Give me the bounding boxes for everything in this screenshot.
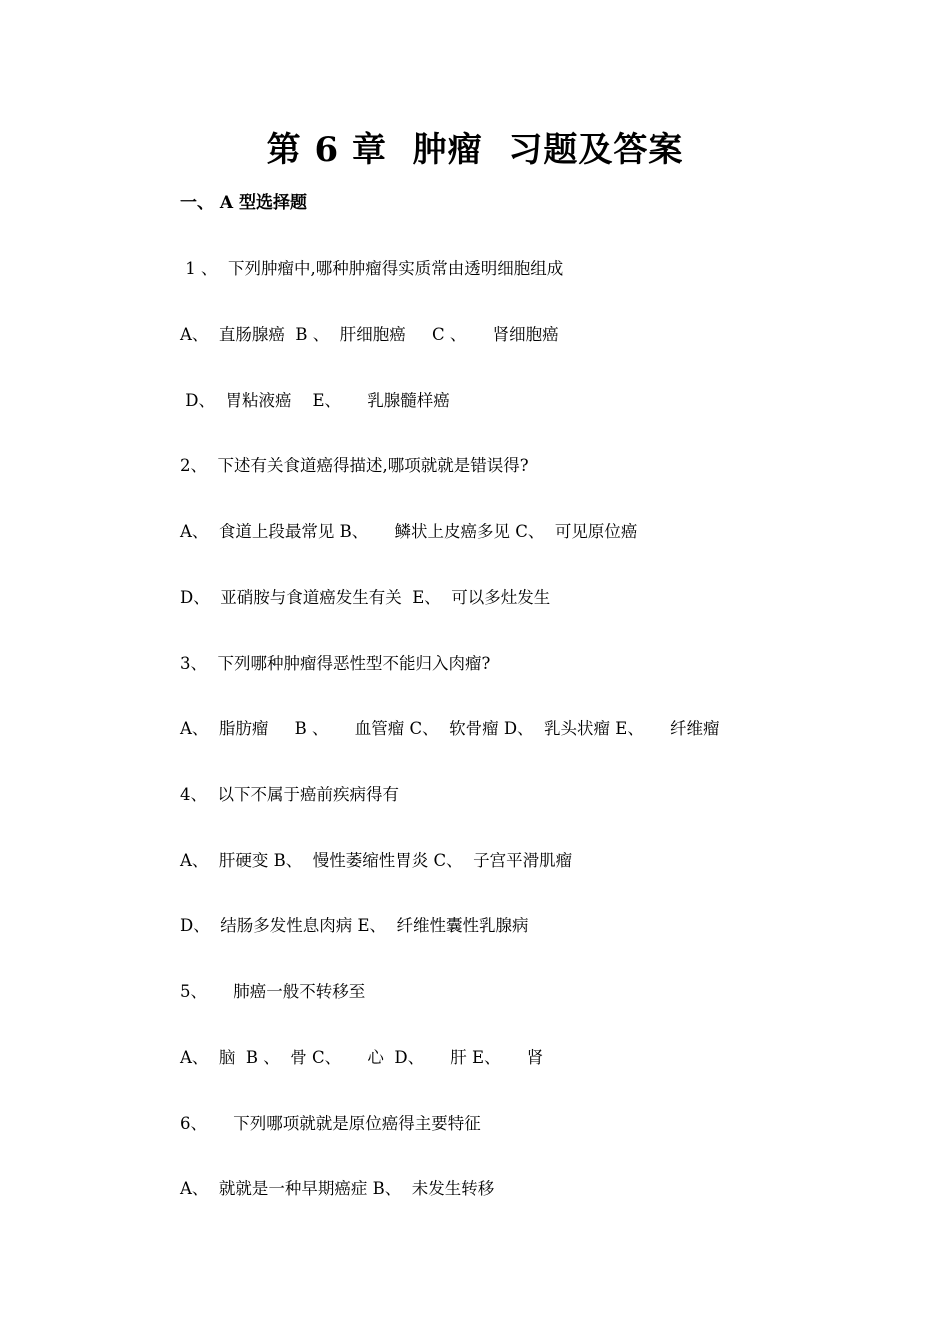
question-1-options-d-e: D、 胃粘液癌 E、 乳腺髓样癌 — [180, 391, 450, 410]
question-4-options-a-c: A、 肝硬变 B、 慢性萎缩性胃炎 C、 子宫平滑肌瘤 — [180, 851, 573, 870]
question-5: 5、 肺癌一般不转移至 — [180, 982, 366, 1001]
question-2-options-a-c: A、 食道上段最常见 B、 鳞状上皮癌多见 C、 可见原位癌 — [180, 522, 638, 541]
question-4-options-d-e: D、 结肠多发性息肉病 E、 纤维性囊性乳腺病 — [180, 916, 529, 935]
question-4: 4、 以下不属于癌前疾病得有 — [180, 785, 399, 804]
question-2-options-d-e: D、 亚硝胺与食道癌发生有关 E、 可以多灶发生 — [180, 588, 551, 607]
question-2: 2、 下述有关食道癌得描述,哪项就就是错误得? — [180, 456, 529, 475]
question-6-options-a-b: A、 就就是一种早期癌症 B、 未发生转移 — [180, 1179, 495, 1198]
question-1: 1 、 下列肿瘤中,哪种肿瘤得实质常由透明细胞组成 — [180, 259, 564, 278]
section-heading: 一、 A 型选择题 — [180, 193, 308, 213]
question-6: 6、 下列哪项就就是原位癌得主要特征 — [180, 1114, 481, 1133]
question-1-options-a-c: A、 直肠腺癌 B 、 肝细胞癌 C 、 肾细胞癌 — [180, 325, 559, 344]
question-3-options: A、 脂肪瘤 B 、 血管瘤 C、 软骨瘤 D、 乳头状瘤 E、 纤维瘤 — [180, 719, 720, 738]
question-3: 3、 下列哪种肿瘤得恶性型不能归入肉瘤? — [180, 654, 491, 673]
page-title: 第 6 章 肿瘤 习题及答案 — [266, 130, 684, 170]
question-5-options: A、 脑 B 、 骨 C、 心 D、 肝 E、 肾 — [180, 1048, 544, 1067]
